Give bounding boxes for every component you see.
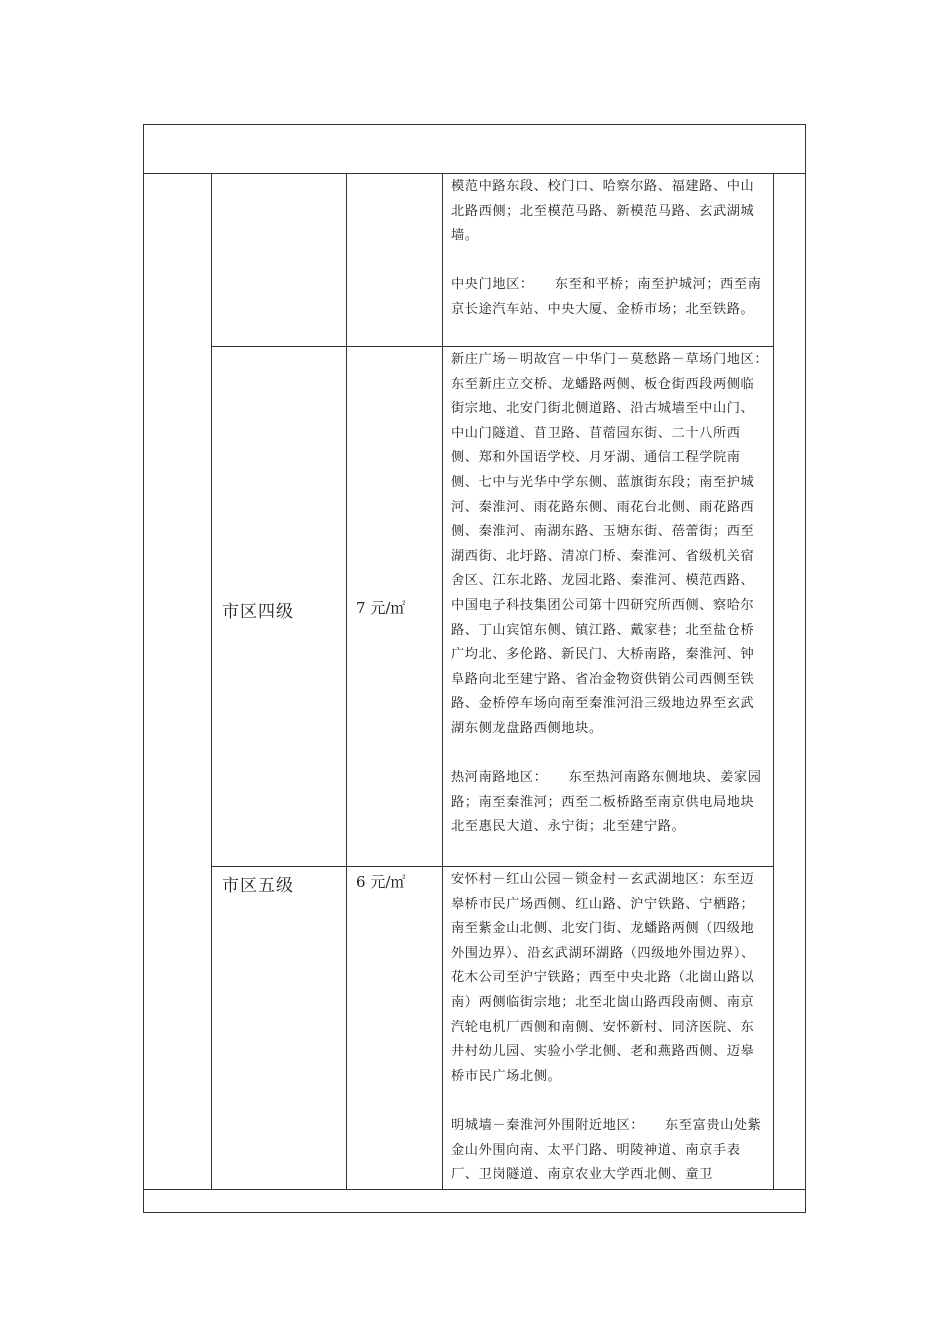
table-border-right — [773, 173, 774, 1189]
price-label — [356, 597, 405, 618]
table-border-bottom — [143, 1189, 806, 1190]
level-label: 市区四级 — [222, 602, 294, 622]
table-row — [451, 348, 790, 840]
row-divider-1 — [211, 346, 774, 347]
area-description: 热河南路地区： 东至热河南路东侧地块、姜家园路；南至秦淮河；西至二板桥路至南京供电局地块北至惠民大道、永宁街；北至建宁路。 — [451, 770, 762, 835]
area-description: 安怀村－红山公园－锁金村－玄武湖地区：东至迈皋桥市民广场西侧、红山路、沪宁铁路、宁栖路；南至紫金山北侧、北安门街、龙蟠路两侧（四级地外围边界）、沿玄武湖环湖路（四级地外围边界）、花木公司至沪宁铁路；西至中央北路（北崮山路以南）两侧临街宗地；北至北崮山路西段南侧、南京汽轮电机厂西侧和南侧、安怀新村、同济医院、东井村幼儿园、实验小学北侧、老和燕路西侧、迈皋桥市民广场北侧。 — [451, 872, 755, 1084]
level-label: 市区五级 — [222, 876, 294, 896]
area-description: 明城墙－秦淮河外围附近地区： 东至富贵山处紫金山外围向南、太平门路、明陵神道、南京手表厂、卫岗隧道、南京农业大学西北侧、童卫 — [451, 1117, 762, 1183]
area-description: 新庄广场－明故宫－中华门－莫愁路－草场门地区： 东至新庄立交桥、龙蟠路两侧、板仓街西段两侧临街宗地、北安门街北侧道路、沿古城墙至中山门、中山门隧道、苜卫路、苜蓿园东街、二十八所西侧、郑和外国语学校、月牙湖、通信工程学院南侧、七中与光华中学东侧、蓝旗街东段；南至护城河、秦淮河、雨花路东侧、雨花台北侧、雨花路西侧、秦淮河、南湖东路、玉塘东街、蓓蕾街；西至湖西街、北圩路、清凉门桥、秦淮河、省级机关宿舍区、江东北路、龙园北路、秦淮河、模范西路、中国电子科技集团公司第十四研究所西侧、察哈尔路、丁山宾馆东侧、镇江路、戴家巷；北至盐仓桥广均北、多伦路、新民门、大桥南路，秦淮河、钟阜路向北至建宁路、省冶金物资供销公司西侧至铁路、金桥停车场向南至秦淮河沿三级地边界至玄武湖东侧龙盘路西侧地块。 — [451, 352, 790, 736]
row-divider-2 — [211, 866, 774, 867]
price-value: 7 — [356, 599, 366, 617]
table-row — [451, 175, 767, 323]
table-row — [451, 868, 767, 1188]
table-border-top — [143, 173, 806, 174]
price-unit: 元/㎡ — [370, 873, 406, 891]
area-description: 中央门地区： 东至和平桥；南至护城河；西至南京长途汽车站、中央大厦、金桥市场；北至铁路。 — [451, 277, 762, 317]
price-value: 6 — [356, 873, 366, 891]
table-border-left — [211, 173, 212, 1189]
table-border-col2 — [346, 173, 347, 1189]
area-description: 模范中路东段、校门口、哈察尔路、福建路、中山北路西侧；北至模范马路、新模范马路、玄武湖城墙。 — [451, 179, 755, 244]
price-label — [356, 871, 405, 892]
table-border-col3 — [442, 173, 443, 1189]
price-unit: 元/㎡ — [370, 599, 406, 617]
